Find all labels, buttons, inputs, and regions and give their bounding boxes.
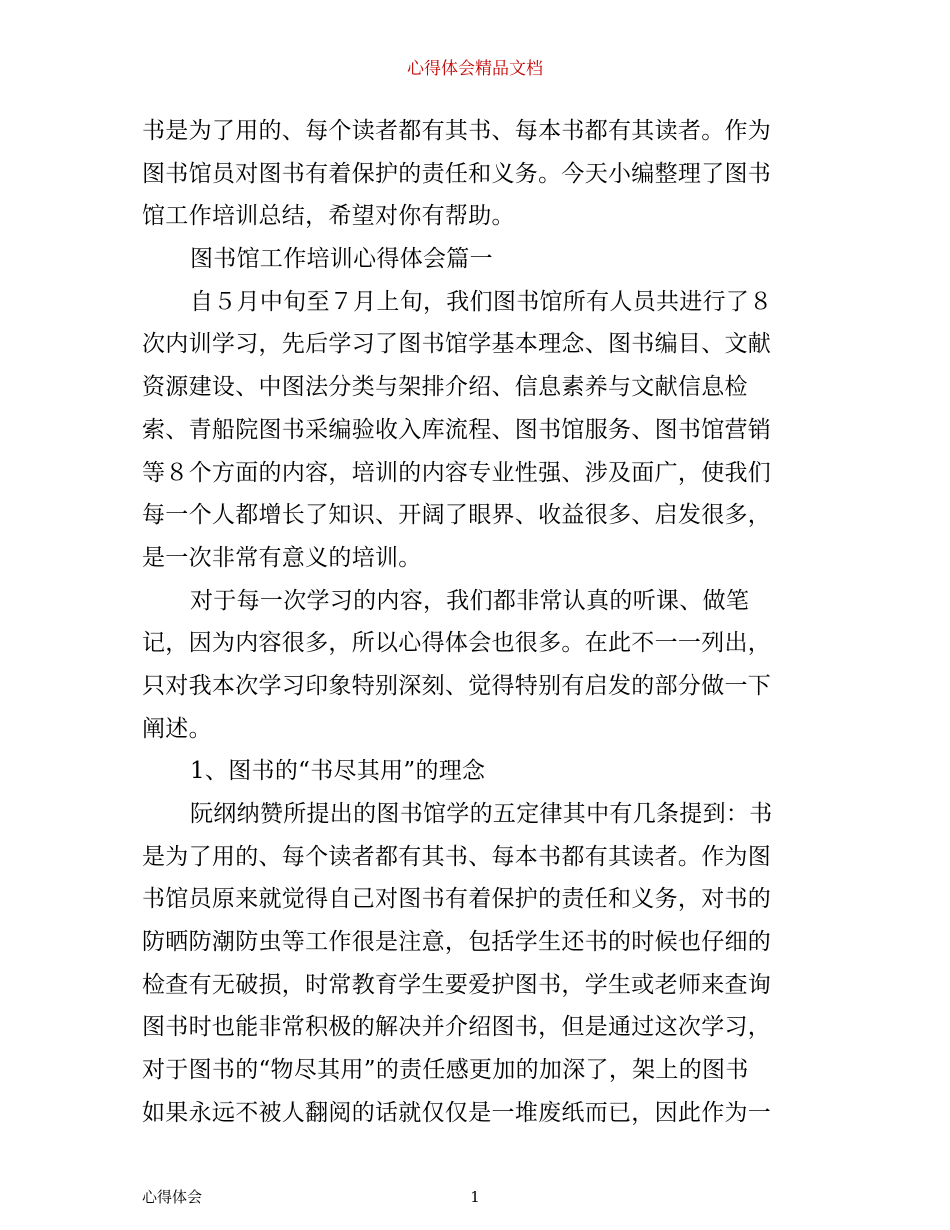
text-line: 书是为了用的、每个读者都有其书、每本书都有其读者。作为 bbox=[142, 118, 772, 144]
text-line: 资源建设、中图法分类与架排介绍、信息素养与文献信息检 bbox=[142, 374, 748, 401]
text-line: 是一次非常有意义的培训。 bbox=[142, 544, 422, 571]
text-line: 图书馆员对图书有着保护的责任和义务。今天小编整理了图书 bbox=[142, 160, 772, 187]
text-line: 次内训学习，先后学习了图书馆学基本理念、图书编目、文献 bbox=[142, 331, 772, 358]
document-body bbox=[142, 110, 812, 1135]
text-line: 图书时也能非常积极的解决并介绍图书，但是通过这次学习， bbox=[142, 1014, 772, 1041]
text-line: 自５月中旬至７月上旬，我们图书馆所有人员共进行了８ bbox=[190, 288, 773, 315]
text-line: 记，因为内容很多，所以心得体会也很多。在此不一一列出， bbox=[142, 630, 772, 657]
text-line: 如果永远不被人翻阅的话就仅仅是一堆废纸而已，因此作为一 bbox=[142, 1099, 772, 1126]
text-line: 是为了用的、每个读者都有其书、每本书都有其读者。作为图 bbox=[142, 843, 772, 870]
text-line: 每一个人都增长了知识、开阔了眼界、收益很多、启发很多， bbox=[142, 502, 772, 529]
page-footer bbox=[0, 1186, 950, 1208]
text-line: 阐述。 bbox=[142, 715, 212, 742]
subsection-heading: 1、图书的“书尽其用”的理念 bbox=[190, 758, 486, 785]
text-line: 馆工作培训总结，希望对你有帮助。 bbox=[142, 203, 515, 230]
text-line: 对于每一次学习的内容，我们都非常认真的听课、做笔 bbox=[190, 587, 750, 614]
section-heading: 图书馆工作培训心得体会篇一 bbox=[190, 246, 493, 273]
text-line: 索、青船院图书采编验收入库流程、图书馆服务、图书馆营销 bbox=[142, 416, 772, 443]
text-line: 等８个方面的内容，培训的内容专业性强、涉及面广，使我们 bbox=[142, 459, 772, 486]
page-number: 1 bbox=[470, 1188, 480, 1206]
footer-label: 心得体会 bbox=[142, 1188, 203, 1206]
text-line: 检查有无破损，时常教育学生要爱护图书，学生或老师来查询 bbox=[142, 971, 772, 998]
page-header-title: 心得体会精品文档 bbox=[407, 59, 543, 79]
text-line: 对于图书的“物尽其用”的责任感更加的加深了，架上的图书 bbox=[142, 1057, 749, 1084]
text-line: 只对我本次学习印象特别深刻、觉得特别有启发的部分做一下 bbox=[142, 672, 772, 699]
text-line: 书馆员原来就觉得自己对图书有着保护的责任和义务，对书的 bbox=[142, 886, 772, 913]
text-line: 防晒防潮防虫等工作很是注意，包括学生还书的时候也仔细的 bbox=[142, 929, 772, 956]
text-line: 阮纲纳赞所提出的图书馆学的五定律其中有几条提到：书 bbox=[190, 801, 773, 827]
